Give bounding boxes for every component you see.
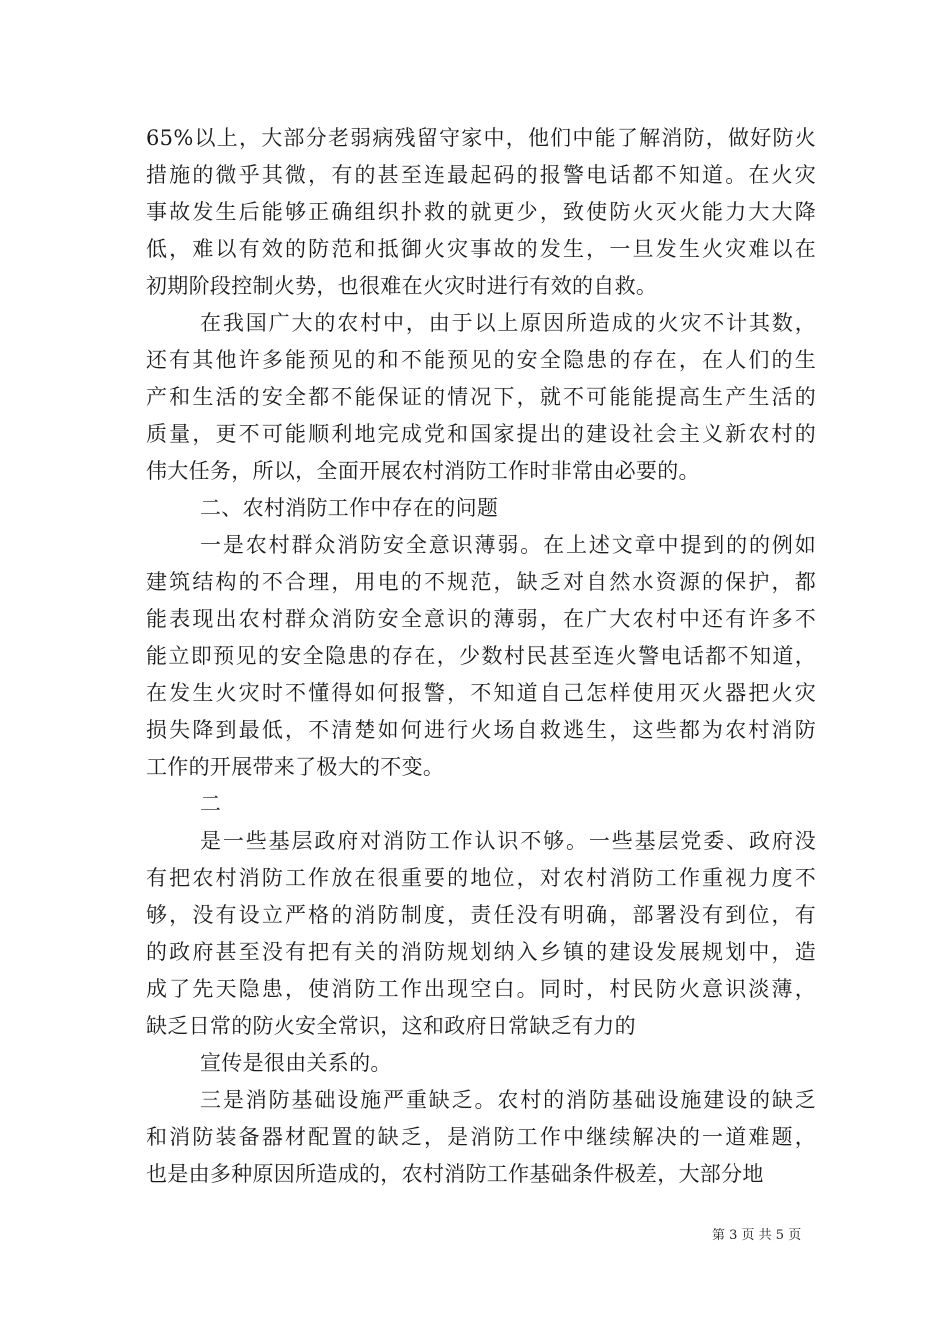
text-line: 产和生活的安全都不能保证的情况下，就不可能能提高生产生活的 <box>146 385 816 409</box>
text-line: 缺乏日常的防火安全常识，这和政府日常缺乏有力的 <box>146 1014 636 1038</box>
text-line: 伟大任务，所以，全面开展农村消防工作时非常由必要的。 <box>146 459 700 483</box>
paragraph <box>146 1082 816 1193</box>
text-line: 和消防装备器材配置的缺乏，是消防工作中继续解决的一道难题， <box>146 1125 816 1149</box>
paragraph <box>146 823 816 1045</box>
text-line: 成了先天隐患，使消防工作出现空白。同时，村民防火意识淡薄， <box>146 977 816 1001</box>
text-line: 事故发生后能够正确组织扑救的就更少，致使防火灭火能力大大降 <box>146 200 816 224</box>
text-line: 质量，更不可能顺利地完成党和国家提出的建设社会主义新农村的 <box>146 422 816 446</box>
text-line: 够，没有设立严格的消防制度，责任没有明确，部署没有到位，有 <box>146 903 816 927</box>
text-line: 能表现出农村群众消防安全意识的薄弱，在广大农村中还有许多不 <box>146 607 816 631</box>
paragraph <box>146 490 816 527</box>
text-line: 低，难以有效的防范和抵御火灾事故的发生，一旦发生火灾难以在 <box>146 237 816 261</box>
text-line: 措施的微乎其微，有的甚至连最起码的报警电话都不知道。在火灾 <box>146 163 816 187</box>
text-line: 三是消防基础设施严重缺乏。农村的消防基础设施建设的缺乏 <box>200 1088 816 1112</box>
text-line: 一是农村群众消防安全意识薄弱。在上述文章中提到的的例如 <box>200 533 816 557</box>
paragraph <box>146 1045 816 1082</box>
text-line: 也是由多种原因所造成的，农村消防工作基础条件极差，大部分地 <box>146 1162 764 1186</box>
text-line: 宣传是很由关系的。 <box>200 1051 392 1075</box>
paragraph <box>146 527 816 786</box>
text-line: 有把农村消防工作放在很重要的地位，对农村消防工作重视力度不 <box>146 866 816 890</box>
text-line: 二、农村消防工作中存在的问题 <box>200 496 499 520</box>
paragraph <box>146 786 816 823</box>
paragraph <box>146 305 816 490</box>
page-number: 第 3 页 共 5 页 <box>712 1228 802 1243</box>
text-line: 是一些基层政府对消防工作认识不够。一些基层党委、政府没 <box>200 829 816 853</box>
text-line: 还有其他许多能预见的和不能预见的安全隐患的存在，在人们的生 <box>146 348 816 372</box>
text-line: 65%以上，大部分老弱病残留守家中，他们中能了解消防，做好防火 <box>146 126 816 150</box>
text-line: 的政府甚至没有把有关的消防规划纳入乡镇的建设发展规划中，造 <box>146 940 816 964</box>
paragraph <box>146 120 816 305</box>
text-line: 在发生火灾时不懂得如何报警，不知道自己怎样使用灭火器把火灾 <box>146 681 816 705</box>
document-body <box>146 120 816 1193</box>
text-line: 二 <box>200 792 222 816</box>
text-line: 建筑结构的不合理，用电的不规范，缺乏对自然水资源的保护，都 <box>146 570 816 594</box>
text-line: 损失降到最低，不清楚如何进行火场自救逃生，这些都为农村消防 <box>146 718 816 742</box>
text-line: 工作的开展带来了极大的不变。 <box>146 755 445 779</box>
text-line: 初期阶段控制火势，也很难在火灾时进行有效的自救。 <box>146 274 658 298</box>
text-line: 能立即预见的安全隐患的存在，少数村民甚至连火警电话都不知道， <box>146 644 816 668</box>
text-line: 在我国广大的农村中，由于以上原因所造成的火灾不计其数， <box>200 311 816 335</box>
